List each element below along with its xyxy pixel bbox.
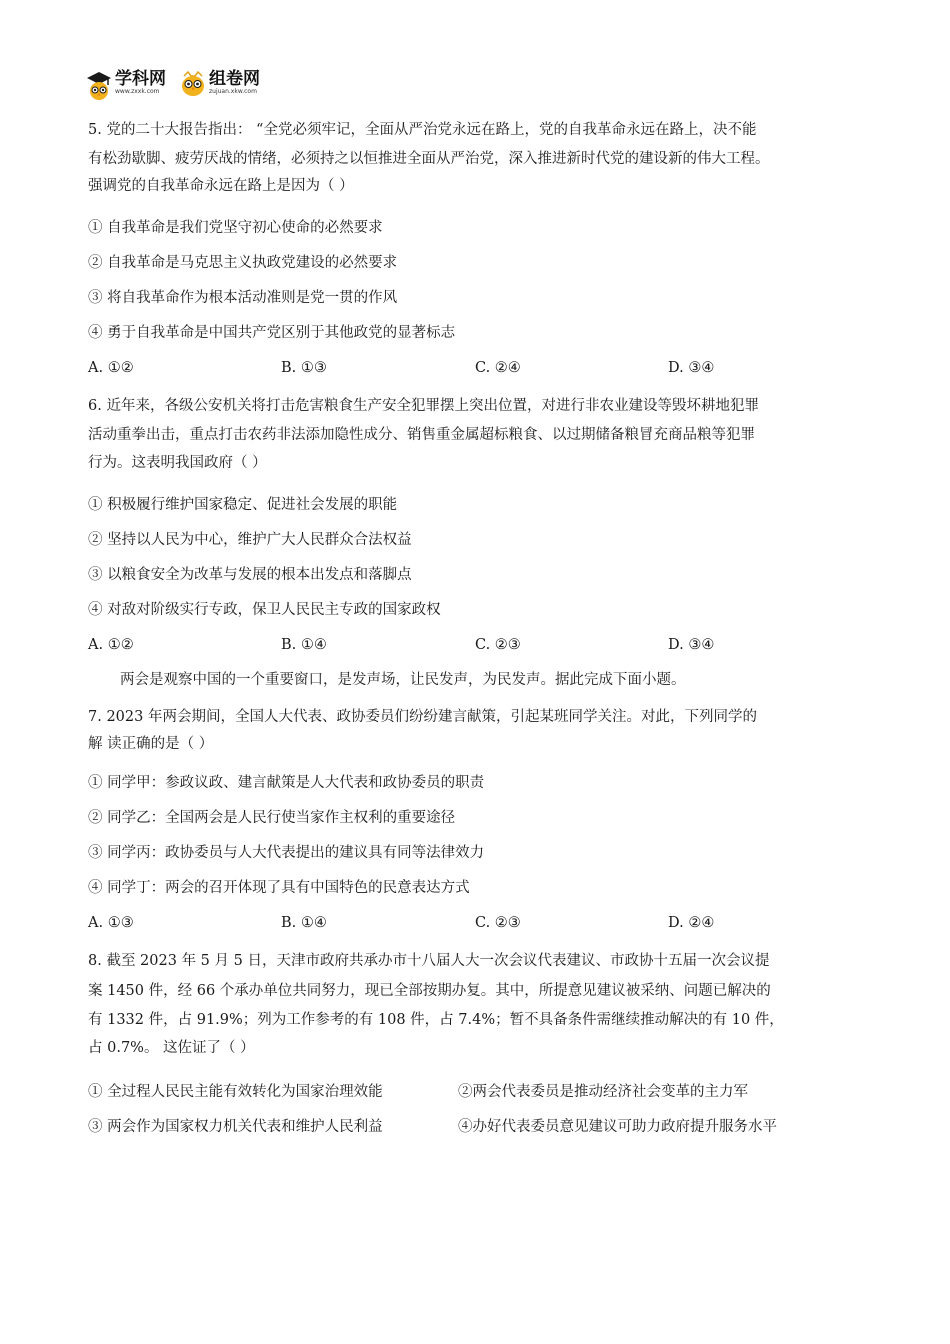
q6-statement-1: ① 积极履行维护国家稳定、促进社会发展的职能	[88, 497, 398, 513]
q6-stem-line-1: 6. 近年来，各级公安机关将打击危害粮食生产安全犯罪摆上突出位置，对进行非农业建设等毁坏耕地犯罪	[88, 398, 759, 414]
q6-statement-3: ③ 以粮食安全为改革与发展的根本出发点和落脚点	[88, 567, 412, 583]
q5-stem-line-2: 有松劲歇脚、疲劳厌战的情绪，必须持之以恒推进全面从严治党，深入推进新时代党的建设新的伟大工程。	[88, 151, 770, 167]
q5-choice-d[interactable]: D. ③④	[668, 360, 715, 376]
q7-choice-d[interactable]: D. ②④	[668, 915, 715, 931]
owl-cap-icon	[86, 70, 112, 100]
q5-choice-a[interactable]: A. ①②	[88, 360, 134, 376]
q5-stem-line-1: 5. 党的二十大报告指出： “全党必须牢记，全面从严治党永远在路上，党的自我革命永远在路上，决不能	[88, 122, 757, 138]
q7-statement-1: ① 同学甲：参政议政、建言献策是人大代表和政协委员的职责	[88, 775, 485, 791]
q6-choice-d[interactable]: D. ③④	[668, 637, 715, 653]
q8-stem-line-1: 8. 截至 2023 年 5 月 5 日，天津市政府共承办市十八届人大一次会议代表建议、市政协十五届一次会议提	[88, 953, 770, 969]
q5-stem-line-3: 强调党的自我革命永远在路上是因为（ ）	[88, 178, 354, 194]
q8-statement-4: ④办好代表委员意见建议可助力政府提升服务水平	[458, 1119, 777, 1135]
q8-stem-line-2: 案 1450 件，经 66 个承办单位共同努力，现已全部按期办复。其中，所提意见建议被采纳、问题已解决的	[88, 983, 771, 999]
q5-choice-c[interactable]: C. ②④	[475, 360, 521, 376]
logo1-name: 学科网	[115, 69, 166, 89]
q6-choice-b[interactable]: B. ①④	[281, 637, 327, 653]
q5-statement-3: ③ 将自我革命作为根本活动准则是党一贯的作风	[88, 290, 398, 306]
q7-statement-3: ③ 同学丙：政协委员与人大代表提出的建议具有同等法律效力	[88, 845, 485, 861]
q8-statement-2: ②两会代表委员是推动经济社会变革的主力军	[458, 1084, 748, 1100]
q6-choice-c[interactable]: C. ②③	[475, 637, 521, 653]
q8-stem-line-4: 占 0.7%。 这佐证了（ ）	[88, 1040, 255, 1056]
q5-statement-4: ④ 勇于自我革命是中国共产党区别于其他政党的显著标志	[88, 325, 456, 341]
zxxk-logo	[86, 70, 166, 100]
header-logos	[86, 70, 260, 104]
q5-statement-2: ② 自我革命是马克思主义执政党建设的必然要求	[88, 255, 398, 271]
q6-statement-2: ② 坚持以人民为中心，维护广大人民群众合法权益	[88, 532, 412, 548]
q6-stem-line-2: 活动重拳出击，重点打击农药非法添加隐性成分、销售重金属超标粮食、以过期储备粮冒充商品粮等犯罪	[88, 427, 755, 443]
logo2-name: 组卷网	[209, 69, 260, 89]
owl-icon	[180, 70, 206, 98]
q6-statement-4: ④ 对敌对阶级实行专政，保卫人民民主专政的国家政权	[88, 602, 441, 618]
material-intro: 两会是观察中国的一个重要窗口，是发声场，让民发声，为民发声。据此完成下面小题。	[120, 672, 686, 688]
q6-stem-line-3: 行为。这表明我国政府（ ）	[88, 455, 267, 471]
q7-choice-a[interactable]: A. ①③	[88, 915, 134, 931]
q7-statement-4: ④ 同学丁：两会的召开体现了具有中国特色的民意表达方式	[88, 880, 470, 896]
logo1-url: www.zxxk.com	[115, 88, 160, 95]
q8-statement-3: ③ 两会作为国家权力机关代表和维护人民利益	[88, 1119, 383, 1135]
q7-statement-2: ② 同学乙：全国两会是人民行使当家作主权利的重要途径	[88, 810, 456, 826]
logo2-url: zujuan.xkw.com	[209, 88, 257, 95]
q7-stem-line-2: 解 读正确的是（ ）	[88, 736, 214, 752]
q5-statement-1: ① 自我革命是我们党坚守初心使命的必然要求	[88, 220, 383, 236]
q7-choice-c[interactable]: C. ②③	[475, 915, 521, 931]
q7-choice-b[interactable]: B. ①④	[281, 915, 327, 931]
q8-stem-line-3: 有 1332 件，占 91.9%；列为工作参考的有 108 件，占 7.4%；暂不具备条件需继续推动解决的有 10 件，	[88, 1012, 784, 1028]
q6-choice-a[interactable]: A. ①②	[88, 637, 134, 653]
q7-stem-line-1: 7. 2023 年两会期间，全国人大代表、政协委员们纷纷建言献策，引起某班同学关注。对此，下列同学的	[88, 709, 757, 725]
q5-choice-b[interactable]: B. ①③	[281, 360, 327, 376]
q8-statement-1: ① 全过程人民民主能有效转化为国家治理效能	[88, 1084, 383, 1100]
zujuan-logo	[180, 70, 260, 98]
